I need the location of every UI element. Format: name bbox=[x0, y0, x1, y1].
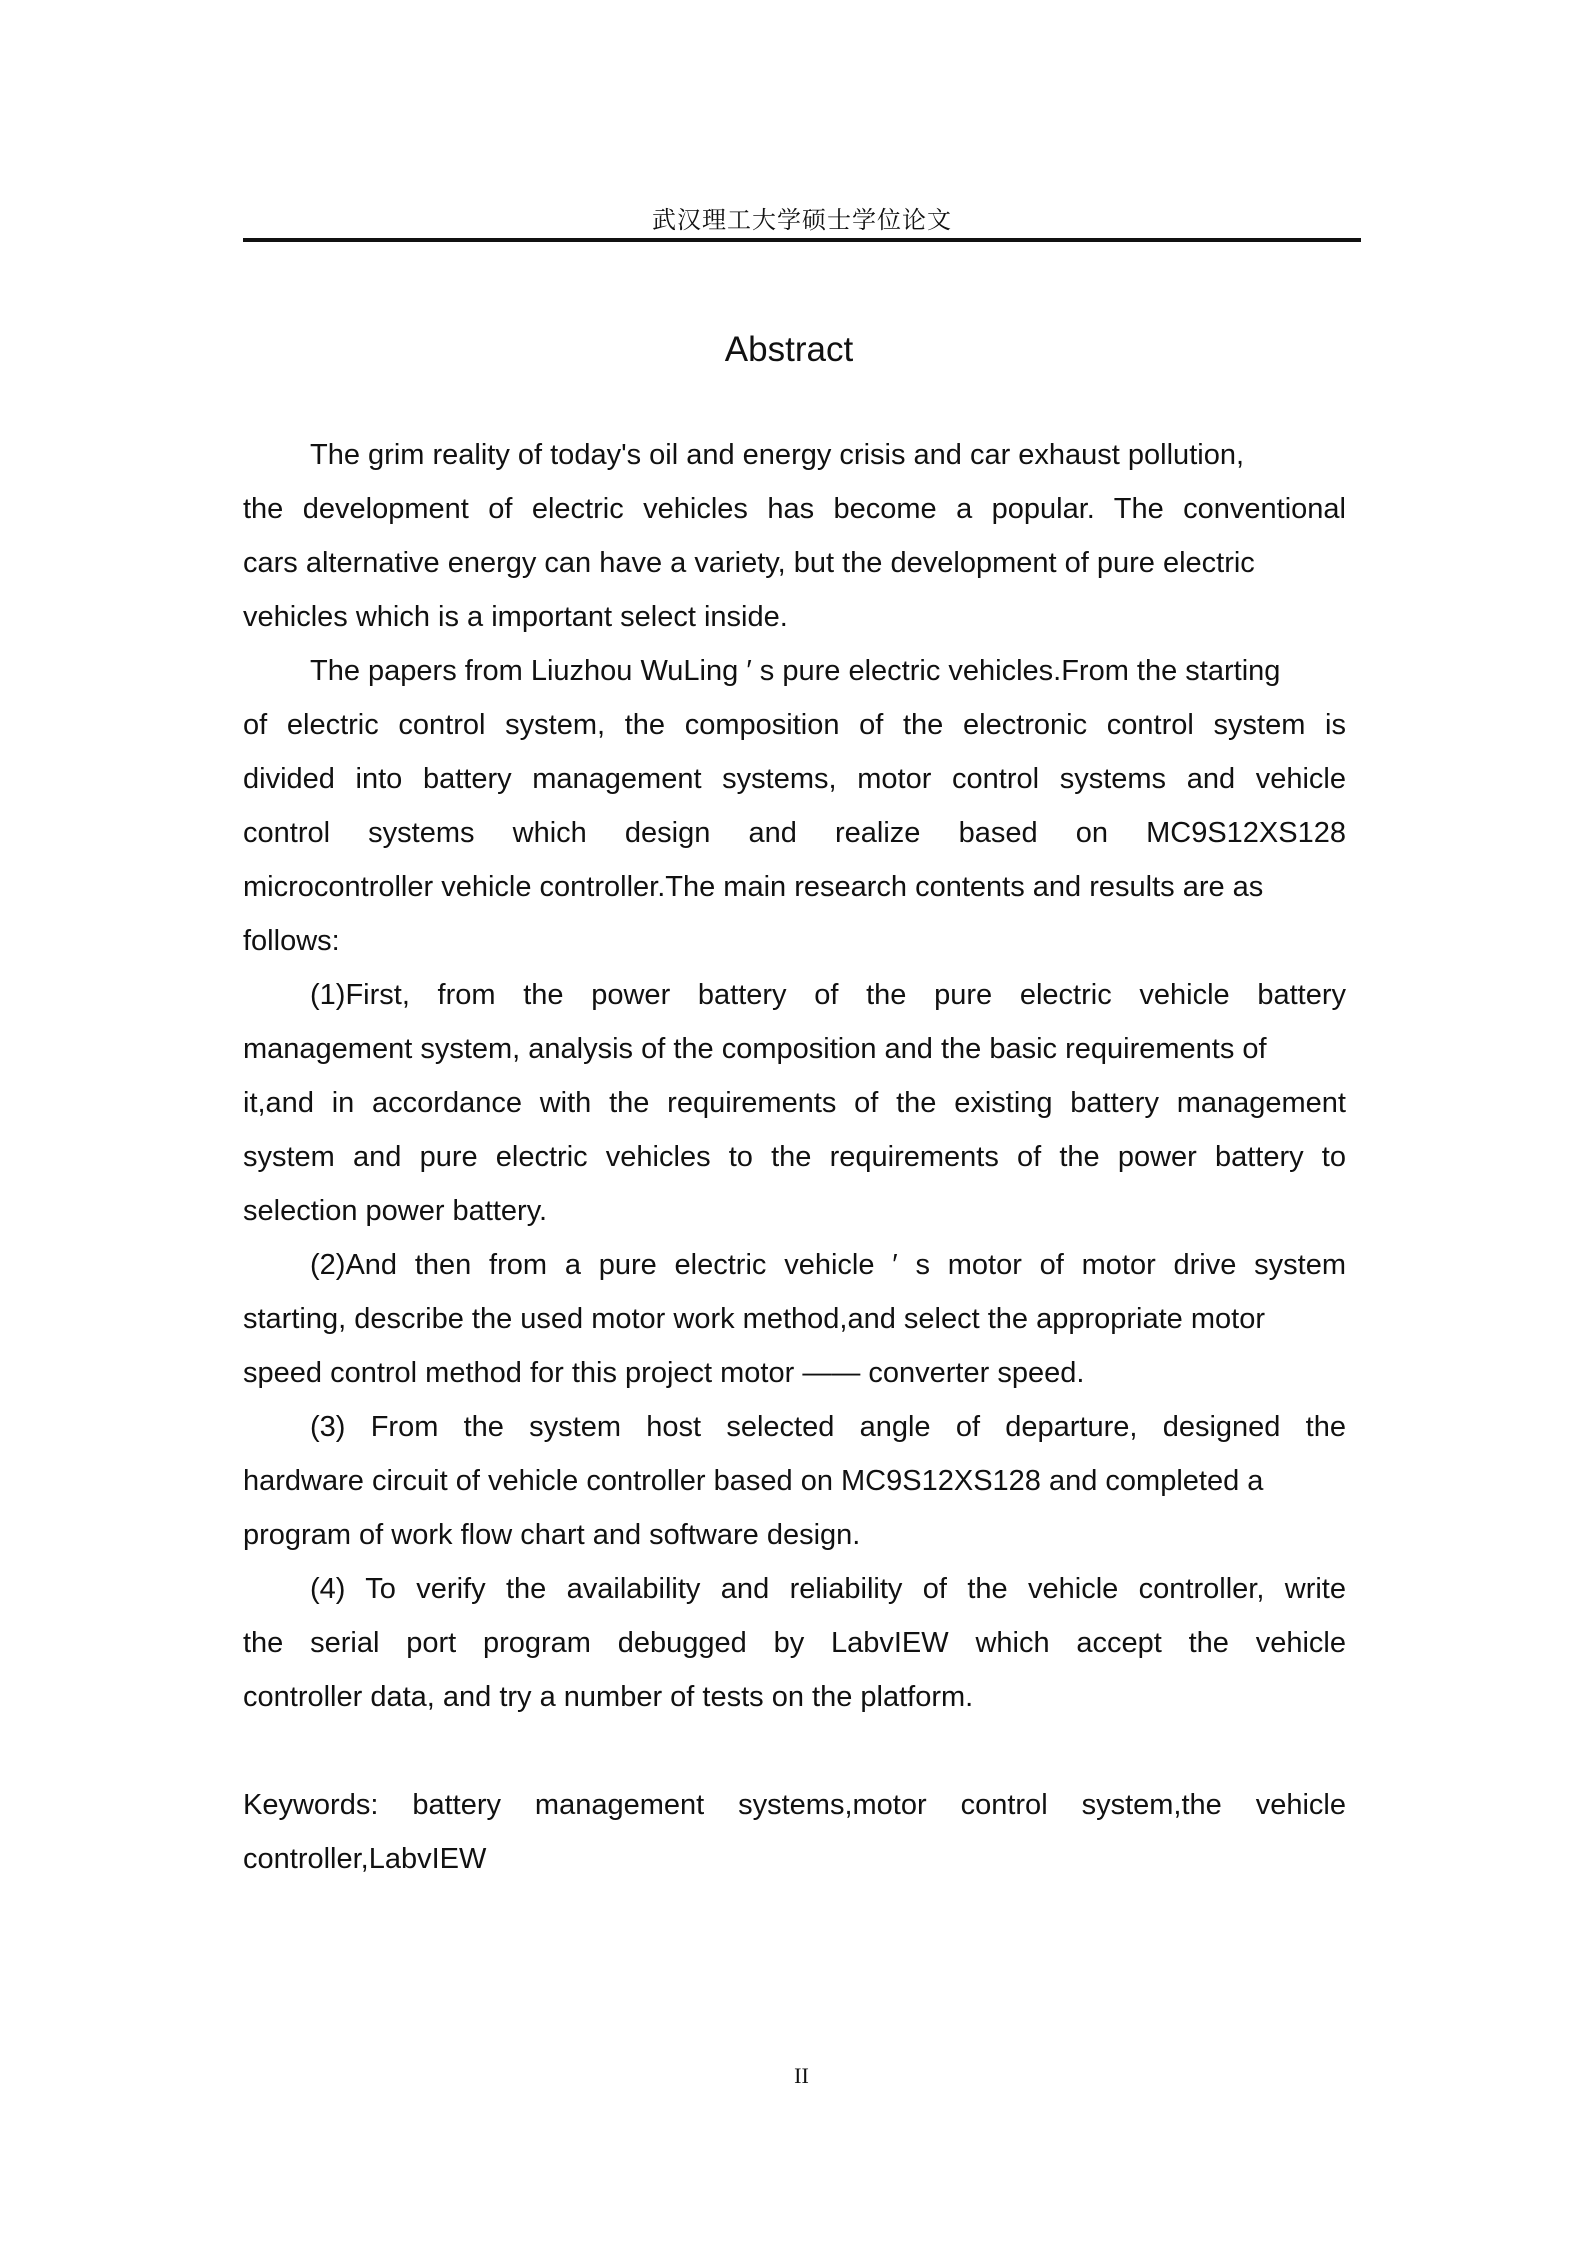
text-line: follows: bbox=[243, 925, 340, 957]
text-line: control systems which design and realize based on MC9S12XS128 bbox=[243, 817, 1346, 849]
text-line: it,and in accordance with the requirements of the existing battery management bbox=[243, 1087, 1346, 1119]
paragraph-point-4 bbox=[243, 1562, 1348, 1724]
text-line: (2)And then from a pure electric vehicle ′ s motor of motor drive system bbox=[310, 1249, 1346, 1281]
paragraph-point-2 bbox=[243, 1238, 1348, 1400]
text-line: starting, describe the used motor work method,and select the appropriate motor bbox=[243, 1303, 1265, 1335]
keywords-line: controller,LabvIEW bbox=[243, 1843, 487, 1875]
text-line: controller data, and try a number of tests on the platform. bbox=[243, 1681, 974, 1713]
text-line: selection power battery. bbox=[243, 1195, 548, 1227]
spacer bbox=[243, 1724, 1348, 1778]
text-line: the serial port program debugged by LabvIEW which accept the vehicle bbox=[243, 1627, 1346, 1659]
text-line: cars alternative energy can have a variety, but the development of pure electric bbox=[243, 547, 1255, 579]
text-line: vehicles which is a important select inside. bbox=[243, 601, 788, 633]
text-line: (4) To verify the availability and reliability of the vehicle controller, write bbox=[310, 1573, 1346, 1605]
abstract-body bbox=[243, 428, 1348, 1886]
text-line: management system, analysis of the composition and the basic requirements of bbox=[243, 1033, 1267, 1065]
paragraph-point-3 bbox=[243, 1400, 1348, 1562]
header-rule bbox=[243, 238, 1361, 242]
page-number: II bbox=[794, 2063, 809, 2088]
text-line: hardware circuit of vehicle controller based on MC9S12XS128 and completed a bbox=[243, 1465, 1264, 1497]
keywords-line: Keywords: battery management systems,motor control system,the vehicle bbox=[243, 1789, 1346, 1821]
text-line: The papers from Liuzhou WuLing ′ s pure electric vehicles.From the starting bbox=[310, 655, 1281, 687]
abstract-title: Abstract bbox=[724, 330, 854, 369]
text-line: the development of electric vehicles has become a popular. The conventional bbox=[243, 493, 1346, 525]
paragraph-point-1 bbox=[243, 968, 1348, 1238]
paragraph-papers bbox=[243, 644, 1348, 968]
text-line: system and pure electric vehicles to the requirements of the power battery to bbox=[243, 1141, 1346, 1173]
running-header: 武汉理工大学硕士学位论文 bbox=[652, 206, 952, 234]
text-line: (1)First, from the power battery of the pure electric vehicle battery bbox=[310, 979, 1346, 1011]
text-line: (3) From the system host selected angle of departure, designed the bbox=[310, 1411, 1346, 1443]
text-line: divided into battery management systems, motor control systems and vehicle bbox=[243, 763, 1346, 795]
keywords bbox=[243, 1778, 1348, 1886]
text-line: speed control method for this project motor —— converter speed. bbox=[243, 1357, 1085, 1389]
text-line: The grim reality of today's oil and energy crisis and car exhaust pollution, bbox=[310, 439, 1245, 471]
text-line: program of work flow chart and software design. bbox=[243, 1519, 861, 1551]
text-line: microcontroller vehicle controller.The main research contents and results are as bbox=[243, 871, 1264, 903]
paragraph-intro bbox=[243, 428, 1348, 644]
text-line: of electric control system, the composition of the electronic control system is bbox=[243, 709, 1346, 741]
